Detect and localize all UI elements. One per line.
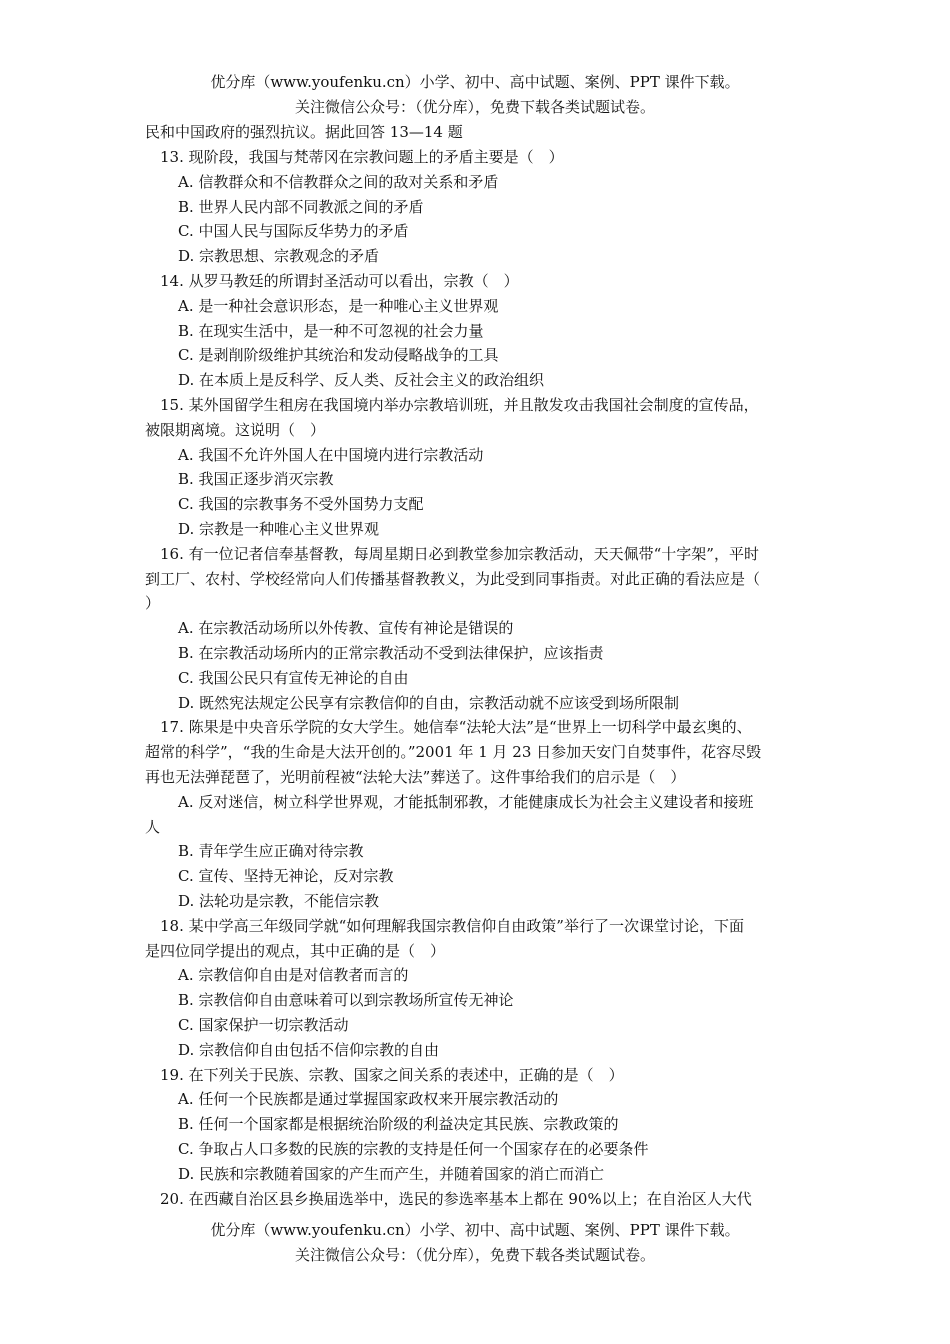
question-15-stem: 被限期离境。这说明（ ）	[145, 421, 326, 439]
question-17-option: B. 青年学生应正确对待宗教	[178, 842, 364, 860]
footer-line-2: 关注微信公众号：（优分库），免费下载各类试题试卷。	[294, 1246, 655, 1264]
question-16-stem: 到工厂、农村、学校经常向人们传播基督教教义，为此受到同事指责。对此正确的看法应是（	[145, 570, 761, 588]
question-13-option: B. 世界人民内部不同教派之间的矛盾	[178, 198, 424, 216]
question-18-option: C. 国家保护一切宗教活动	[178, 1016, 349, 1034]
question-19-option: A. 任何一个民族都是通过掌握国家政权来开展宗教活动的	[178, 1090, 559, 1108]
question-15-option: A. 我国不允许外国人在中国境内进行宗教活动	[178, 446, 484, 464]
question-14-option: C. 是剥削阶级维护其统治和发动侵略战争的工具	[178, 346, 499, 364]
question-14-stem: 14. 从罗马教廷的所谓封圣活动可以看出，宗教（ ）	[160, 272, 519, 290]
question-15-option: C. 我国的宗教事务不受外国势力支配	[178, 495, 424, 513]
question-19-stem: 19. 在下列关于民族、宗教、国家之间关系的表述中，正确的是（ ）	[160, 1066, 624, 1084]
question-18-stem: 18. 某中学高三年级同学就“如何理解我国宗教信仰自由政策”举行了一次课堂讨论，下面	[160, 917, 744, 935]
question-14-option: D. 在本质上是反科学、反人类、反社会主义的政治组织	[178, 371, 545, 389]
question-15-option: B. 我国正逐步消灭宗教	[178, 470, 334, 488]
question-13-option: D. 宗教思想、宗教观念的矛盾	[178, 247, 380, 265]
question-15-option: D. 宗教是一种唯心主义世界观	[178, 520, 380, 538]
question-17-stem: 超常的科学”，“我的生命是大法开创的。”2001 年 1 月 23 日参加天安门自焚事件，花容尽毁	[145, 743, 762, 761]
question-16-option: C. 我国公民只有宣传无神论的自由	[178, 669, 409, 687]
question-13-option: A. 信教群众和不信教群众之间的敌对关系和矛盾	[178, 173, 499, 191]
question-17-option: A. 反对迷信，树立科学世界观，才能抵制邪教，才能健康成长为社会主义建设者和接班	[178, 793, 754, 811]
question-14-option: B. 在现实生活中，是一种不可忽视的社会力量	[178, 322, 484, 340]
question-13-option: C. 中国人民与国际反华势力的矛盾	[178, 222, 409, 240]
question-18-stem: 是四位同学提出的观点，其中正确的是（ ）	[145, 942, 446, 960]
question-14-option: A. 是一种社会意识形态，是一种唯心主义世界观	[178, 297, 499, 315]
intro-text: 民和中国政府的强烈抗议。据此回答 13—14 题	[145, 123, 463, 141]
question-17-stem: 再也无法弹琵琶了，光明前程被“法轮大法”葬送了。这件事给我们的启示是（ ）	[145, 768, 686, 786]
question-18-option: A. 宗教信仰自由是对信教者而言的	[178, 966, 409, 984]
question-17-option: C. 宣传、坚持无神论，反对宗教	[178, 867, 394, 885]
question-17-option: 人	[145, 818, 161, 836]
question-19-option: B. 任何一个国家都是根据统治阶级的利益决定其民族、宗教政策的	[178, 1115, 619, 1133]
question-16-stem: ）	[145, 594, 161, 612]
question-20-stem: 20. 在西藏自治区县乡换届选举中，选民的参选率基本上都在 90%以上；在自治区人大代	[160, 1190, 752, 1208]
question-19-option: C. 争取占人口多数的民族的宗教的支持是任何一个国家存在的必要条件	[178, 1140, 649, 1158]
question-16-stem: 16. 有一位记者信奉基督教，每周星期日必到教堂参加宗教活动，天天佩带“十字架”，平时	[160, 545, 759, 563]
question-16-option: D. 既然宪法规定公民享有宗教信仰的自由，宗教活动就不应该受到场所限制	[178, 694, 680, 712]
question-13-stem: 13. 现阶段，我国与梵蒂冈在宗教问题上的矛盾主要是（ ）	[160, 148, 564, 166]
question-15-stem: 15. 某外国留学生租房在我国境内举办宗教培训班，并且散发攻击我国社会制度的宣传品，	[160, 396, 759, 414]
question-18-option: D. 宗教信仰自由包括不信仰宗教的自由	[178, 1041, 440, 1059]
footer-line-1: 优分库（www.youfenku.cn）小学、初中、高中试题、案例、PPT 课件下载。	[210, 1221, 740, 1239]
question-17-stem: 17. 陈果是中央音乐学院的女大学生。她信奉“法轮大法”是“世界上一切科学中最玄奥的、	[160, 718, 752, 736]
question-19-option: D. 民族和宗教随着国家的产生而产生，并随着国家的消亡而消亡	[178, 1165, 605, 1183]
header-line-1: 优分库（www.youfenku.cn）小学、初中、高中试题、案例、PPT 课件下载。	[210, 73, 740, 91]
question-17-option: D. 法轮功是宗教，不能信宗教	[178, 892, 380, 910]
header-line-2: 关注微信公众号：（优分库），免费下载各类试题试卷。	[294, 98, 655, 116]
question-16-option: A. 在宗教活动场所以外传教、宣传有神论是错误的	[178, 619, 514, 637]
question-18-option: B. 宗教信仰自由意味着可以到宗教场所宣传无神论	[178, 991, 514, 1009]
question-16-option: B. 在宗教活动场所内的正常宗教活动不受到法律保护，应该指责	[178, 644, 604, 662]
